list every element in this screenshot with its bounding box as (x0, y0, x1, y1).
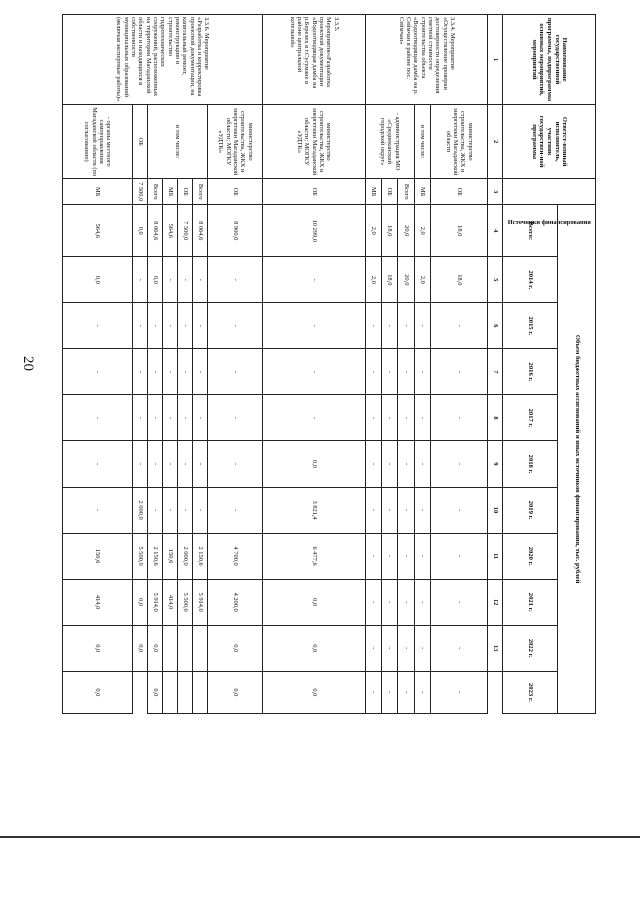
year-value-cell: - (414, 349, 430, 395)
year-value-cell: 150,6 (63, 533, 133, 579)
year-value-cell: - (178, 303, 193, 349)
year-value-cell: - (398, 671, 414, 713)
year-value-cell: - (148, 395, 163, 441)
total-value-cell: 7 500,0 (133, 179, 148, 205)
source-cell: Всего (398, 179, 414, 205)
year-value-cell: - (398, 395, 414, 441)
year-value-cell: - (398, 579, 414, 625)
year-value-cell: - (414, 303, 430, 349)
year-value-cell: - (263, 303, 366, 349)
total-value-cell: 8 064,6 (193, 205, 208, 257)
table-row (193, 15, 208, 714)
year-value-cell: 4 700,0 (208, 533, 263, 579)
col-num: 7 (488, 349, 503, 395)
col-num: 1 (488, 15, 503, 105)
year-value-cell: - (382, 487, 398, 533)
year-value-cell: - (163, 349, 178, 395)
year-value-cell: - (430, 441, 488, 487)
bottom-rule (0, 836, 640, 838)
year-value-cell: - (193, 349, 208, 395)
year-value-cell: - (414, 441, 430, 487)
total-value-cell: 564,6 (63, 205, 133, 257)
year-value-cell: - (414, 625, 430, 671)
year-value-cell: - (430, 671, 488, 713)
year-value-cell: 2,0 (365, 257, 381, 303)
total-value-cell: 8 900,0 (208, 205, 263, 257)
year-value-cell: - (133, 349, 148, 395)
year-value-cell: - (148, 349, 163, 395)
source-cell: ОБ (133, 105, 148, 179)
year-value-cell: - (63, 441, 133, 487)
col-num: 5 (488, 257, 503, 303)
year-value-cell: - (398, 441, 414, 487)
year-value-cell: - (398, 533, 414, 579)
year-value-cell: - (163, 257, 178, 303)
year-value-cell: 18,0 (430, 257, 488, 303)
year-value-cell: 18,0 (382, 257, 398, 303)
header-source: Источники финансирования (503, 179, 596, 205)
col-num: 4 (488, 205, 503, 257)
year-value-cell: - (398, 303, 414, 349)
year-value-cell: - (382, 441, 398, 487)
header-year: 2021 г. (503, 579, 558, 625)
year-value-cell: 0,0 (133, 579, 148, 625)
table-row (63, 15, 133, 714)
year-value-cell (193, 625, 208, 671)
year-value-cell: - (263, 257, 366, 303)
source-cell: МБ (63, 179, 133, 205)
year-value-cell: 5 914,0 (148, 579, 163, 625)
year-value-cell: 414,0 (163, 579, 178, 625)
year-value-cell: - (414, 671, 430, 713)
executor-cell: министерство строительства, ЖКХ и энергетики Магаданской области (430, 105, 488, 179)
executor-cell: - администрация МО «Среднеканский городской округ» (365, 105, 414, 179)
total-value-cell: 2,0 (414, 205, 430, 257)
year-value-cell: - (430, 579, 488, 625)
source-cell: МБ (365, 179, 381, 205)
year-value-cell: - (63, 349, 133, 395)
year-value-cell: - (382, 395, 398, 441)
header-year: 2014 г. (503, 257, 558, 303)
budget-table (62, 14, 596, 714)
executor-cell: в том числе: (148, 105, 208, 179)
year-value-cell: - (163, 303, 178, 349)
header-name: Наименование государственной программы, подпрограммы основных мероприятий, мероприятий (503, 15, 596, 105)
source-cell: ОБ (430, 179, 488, 205)
year-value-cell: 0,0 (133, 205, 148, 257)
year-value-cell: - (133, 395, 148, 441)
year-value-cell: - (208, 303, 263, 349)
header-year: 2018 г. (503, 441, 558, 487)
total-value-cell: 20,0 (398, 205, 414, 257)
rotated-table-wrapper (62, 14, 596, 714)
year-value-cell: - (430, 533, 488, 579)
year-value-cell: - (193, 441, 208, 487)
table-row (414, 15, 430, 714)
year-value-cell: 5 500,0 (178, 579, 193, 625)
col-num: 3 (488, 179, 503, 205)
table-row (133, 15, 148, 714)
source-cell: МБ (414, 179, 430, 205)
year-value-cell (163, 625, 178, 671)
year-value-cell: 5 914,0 (193, 579, 208, 625)
col-num: 10 (488, 487, 503, 533)
year-value-cell: 0,0 (208, 671, 263, 713)
year-value-cell: 0,0 (63, 671, 133, 713)
year-value-cell: - (365, 533, 381, 579)
table-row (263, 15, 366, 714)
col-num: 13 (488, 625, 503, 671)
year-value-cell: 150,6 (163, 533, 178, 579)
year-value-cell: - (208, 395, 263, 441)
source-cell: ОБ (208, 179, 263, 205)
year-value-cell: 2,0 (414, 257, 430, 303)
header-year: 2019 г. (503, 487, 558, 533)
year-value-cell: - (178, 441, 193, 487)
total-value-cell: 10 299,0 (263, 205, 366, 257)
measure-name-cell: 3.3.6. Мероприятие «Разработка и корректировка проектной документации, на капитальный ремонт, реконструкцию и строительство гидротехнических сооружений, расположенных на территории Магаданской области и находящихся в собственности муниципальных образований (включая экспертные работы)» (63, 15, 263, 105)
year-value-cell: - (208, 349, 263, 395)
year-value-cell: 0,0 (263, 625, 366, 671)
source-cell: Всего (148, 179, 163, 205)
year-value-cell: - (430, 625, 488, 671)
header-year: 2023 г. (503, 671, 558, 713)
year-value-cell: - (365, 671, 381, 713)
year-value-cell: 2 150,6 (148, 533, 163, 579)
year-value-cell: 0,0 (263, 579, 366, 625)
year-value-cell: 0,0 (148, 671, 163, 713)
column-numbers-row (488, 15, 503, 714)
col-num: 9 (488, 441, 503, 487)
year-value-cell: - (193, 303, 208, 349)
year-value-cell: - (133, 303, 148, 349)
year-value-cell: 4 200,0 (208, 579, 263, 625)
total-value-cell: 7 500,0 (178, 205, 193, 257)
year-value-cell: - (414, 487, 430, 533)
col-num: 6 (488, 303, 503, 349)
header-year: 2016 г. (503, 349, 558, 395)
total-value-cell: 564,6 (163, 205, 178, 257)
year-value-cell: - (193, 487, 208, 533)
year-value-cell: - (208, 441, 263, 487)
source-cell: ОБ (178, 179, 193, 205)
col-num: 11 (488, 533, 503, 579)
year-value-cell: - (430, 349, 488, 395)
header-year: 2020 г. (503, 533, 558, 579)
total-value-cell: 2,0 (365, 205, 381, 257)
year-value-cell: 0,0 (148, 257, 163, 303)
year-value-cell: - (430, 303, 488, 349)
year-value-cell: 5 500,0 (133, 533, 148, 579)
header-year: 2022 г. (503, 625, 558, 671)
year-value-cell: 0,0 (208, 625, 263, 671)
year-value-cell: - (414, 395, 430, 441)
header-total: Всего: (503, 205, 558, 257)
year-value-cell: - (208, 487, 263, 533)
year-value-cell: 6 477,6 (263, 533, 366, 579)
year-value-cell: 0,0 (148, 625, 163, 671)
year-value-cell: 2 000,0 (133, 487, 148, 533)
year-value-cell (193, 671, 208, 713)
year-value-cell: - (430, 395, 488, 441)
year-value-cell: - (133, 257, 148, 303)
year-value-cell: - (365, 625, 381, 671)
year-value-cell: - (430, 487, 488, 533)
year-value-cell: - (263, 395, 366, 441)
page-number: 20 (20, 356, 36, 371)
year-value-cell: - (382, 625, 398, 671)
year-value-cell: - (365, 395, 381, 441)
year-value-cell: - (382, 303, 398, 349)
year-value-cell: - (382, 579, 398, 625)
executor-cell: министерство строительства, ЖКХ и энергетики Магаданской области; МОГКУ «УДТК» (263, 105, 366, 179)
year-value-cell: - (178, 257, 193, 303)
header-year: 2015 г. (503, 303, 558, 349)
total-value-cell: 18,0 (430, 205, 488, 257)
year-value-cell (163, 671, 178, 713)
year-value-cell: - (365, 441, 381, 487)
year-value-cell: - (63, 487, 133, 533)
header-volume-title: Объем бюджетных ассигнований и иных источников финансирования, тыс. рублей (558, 205, 596, 714)
year-value-cell: 2 000,0 (178, 533, 193, 579)
year-value-cell: - (398, 349, 414, 395)
year-value-cell: - (365, 487, 381, 533)
executor-cell: - органы местного самоуправления Магаданской области (по согласованию) (63, 105, 133, 179)
year-value-cell: 0,0 (263, 441, 366, 487)
year-value-cell: - (382, 671, 398, 713)
total-value-cell: 18,0 (382, 205, 398, 257)
year-value-cell: - (63, 303, 133, 349)
year-value-cell: 414,0 (63, 579, 133, 625)
year-value-cell: - (365, 349, 381, 395)
source-cell: Всего (193, 179, 208, 205)
year-value-cell: - (63, 395, 133, 441)
year-value-cell: - (263, 349, 366, 395)
year-value-cell: - (208, 257, 263, 303)
year-value-cell: - (398, 625, 414, 671)
header-year: 2017 г. (503, 395, 558, 441)
measure-name-cell: 3.3.5. Мероприятие«Разработка проектной документации «Водоотводящая дамба на р.Берелех в г.Сусумане в районе центральной котельной» (263, 15, 366, 105)
year-value-cell: - (382, 533, 398, 579)
year-value-cell (178, 671, 193, 713)
year-value-cell: - (414, 533, 430, 579)
year-value-cell: - (178, 395, 193, 441)
year-value-cell: - (148, 441, 163, 487)
year-value-cell: - (148, 487, 163, 533)
col-num: 8 (488, 395, 503, 441)
year-value-cell: - (178, 349, 193, 395)
table-row (398, 15, 414, 714)
year-value-cell: - (382, 349, 398, 395)
year-value-cell: - (163, 395, 178, 441)
source-cell: ОБ (263, 179, 366, 205)
year-value-cell: 0,0 (63, 625, 133, 671)
year-value-cell: 0,0 (263, 671, 366, 713)
year-value-cell: 0,0 (63, 257, 133, 303)
year-value-cell: 20,0 (398, 257, 414, 303)
executor-cell: в том числе: (414, 105, 430, 179)
col-num: 2 (488, 105, 503, 179)
total-value-cell: 8 064,6 (148, 205, 163, 257)
executor-cell: министерство строительства, ЖКХ и энергетики Магаданской области; МОГКУ «УДТК» (208, 105, 263, 179)
year-value-cell: - (414, 579, 430, 625)
year-value-cell: - (193, 257, 208, 303)
year-value-cell: 2 150,6 (193, 533, 208, 579)
year-value-cell: 3 821,4 (263, 487, 366, 533)
year-value-cell: - (163, 441, 178, 487)
table-row (208, 15, 263, 714)
year-value-cell: - (148, 303, 163, 349)
year-value-cell: - (365, 579, 381, 625)
year-value-cell: - (398, 487, 414, 533)
table-body (63, 15, 488, 714)
col-num: 12 (488, 579, 503, 625)
year-value-cell (178, 625, 193, 671)
year-value-cell: - (178, 487, 193, 533)
year-value-cell: - (365, 303, 381, 349)
source-cell: ОБ (382, 179, 398, 205)
source-cell: МБ (163, 179, 178, 205)
year-value-cell: - (163, 487, 178, 533)
measure-name-cell: 3.3.4. Мероприятие «Осуществление проверки достоверности определения сметной стоимости строительства объекта «Водоотводящая дамба на р. Сеймчан в районе пос. Сеймчан» (365, 15, 488, 105)
table-row (430, 15, 488, 714)
header-executor: Ответст-венный исполнитель, участник государствен-ной программы (503, 105, 596, 179)
year-value-cell: - (193, 395, 208, 441)
year-value-cell: - (133, 441, 148, 487)
year-value-cell: 0,0 (133, 625, 148, 671)
